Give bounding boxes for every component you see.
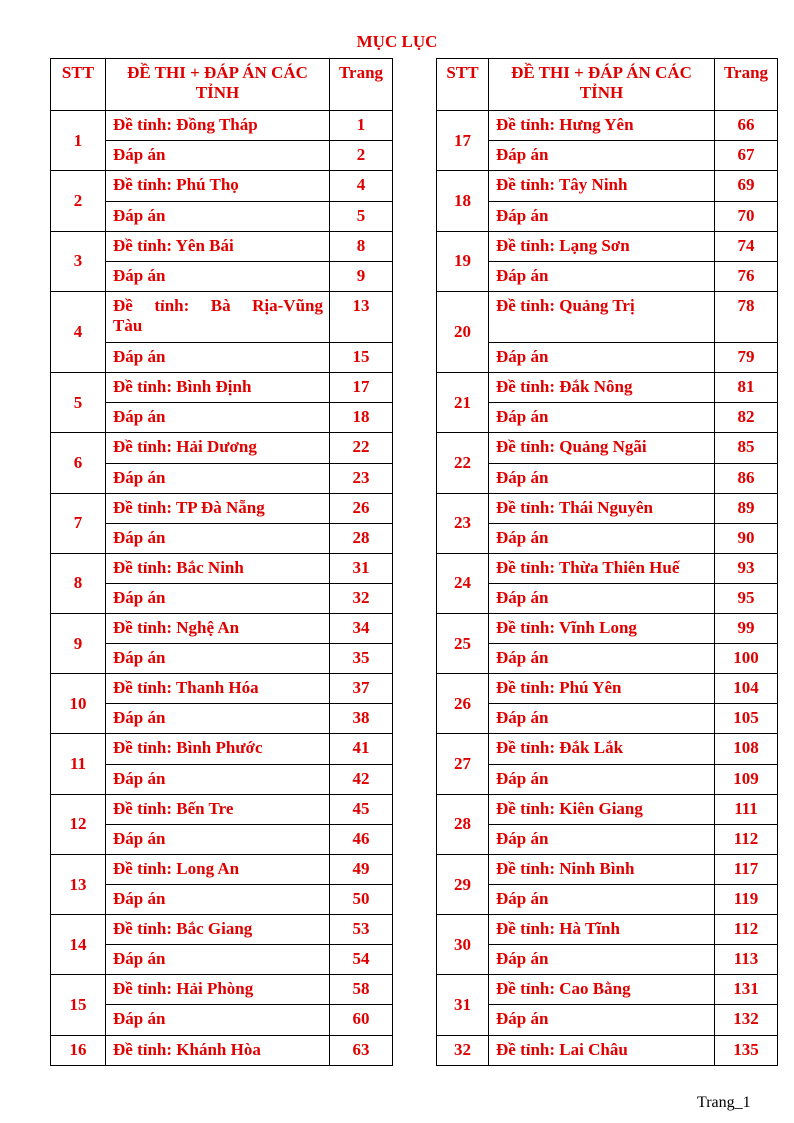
exam-title: Đề tỉnh: Phú Yên — [489, 674, 715, 704]
exam-page-number: 117 — [715, 854, 778, 884]
exam-title: Đề tỉnh: Cao Bằng — [489, 975, 715, 1005]
answer-page-number: 90 — [715, 523, 778, 553]
exam-title: Đề tỉnh: Thừa Thiên Huế — [489, 553, 715, 583]
page-number: Trang_1 — [697, 1094, 751, 1111]
exam-page-number: 66 — [715, 111, 778, 141]
answer-page-number: 46 — [330, 824, 393, 854]
exam-title: Đề tỉnh: Lai Châu — [489, 1035, 715, 1065]
entry-number: 10 — [51, 674, 106, 734]
answer-title: Đáp án — [106, 201, 330, 231]
entry-number: 21 — [437, 373, 489, 433]
exam-page-number: 26 — [330, 493, 393, 523]
exam-page-number: 108 — [715, 734, 778, 764]
exam-title: Đề tỉnh: Phú Thọ — [106, 171, 330, 201]
exam-title-line: Đề tỉnh: Bà Rịa-Vũng — [113, 295, 323, 315]
page-title: MỤC LỤC — [356, 32, 438, 51]
exam-page-number: 53 — [330, 915, 393, 945]
answer-title: Đáp án — [489, 764, 715, 794]
answer-page-number: 70 — [715, 201, 778, 231]
entry-number: 5 — [51, 373, 106, 433]
exam-page-number: 31 — [330, 553, 393, 583]
exam-page-number: 99 — [715, 614, 778, 644]
exam-page-number: 8 — [330, 231, 393, 261]
header-title-right: ĐỀ THI + ĐÁP ÁN CÁC TỈNH — [489, 59, 715, 111]
entry-number: 20 — [437, 291, 489, 372]
answer-page-number: 79 — [715, 343, 778, 373]
answer-page-number: 38 — [330, 704, 393, 734]
exam-page-number: 69 — [715, 171, 778, 201]
entry-number: 4 — [51, 291, 106, 372]
toc-body — [51, 59, 778, 1066]
entry-number: 2 — [51, 171, 106, 231]
exam-page-number: 85 — [715, 433, 778, 463]
answer-title: Đáp án — [106, 764, 330, 794]
answer-title: Đáp án — [489, 1005, 715, 1035]
answer-page-number: 28 — [330, 523, 393, 553]
entry-number: 32 — [437, 1035, 489, 1065]
entry-number: 6 — [51, 433, 106, 493]
entry-number: 9 — [51, 614, 106, 674]
exam-title-line: Tàu — [113, 315, 143, 335]
exam-title: Đề tỉnh: Thái Nguyên — [489, 493, 715, 523]
answer-title: Đáp án — [489, 343, 715, 373]
answer-title: Đáp án — [106, 141, 330, 171]
exam-title: Đề tỉnh: Thanh Hóa — [106, 674, 330, 704]
exam-title: Đề tỉnh: Bến Tre — [106, 794, 330, 824]
exam-page-number: 93 — [715, 553, 778, 583]
entry-number: 29 — [437, 854, 489, 914]
exam-page-number: 22 — [330, 433, 393, 463]
answer-page-number: 132 — [715, 1005, 778, 1035]
answer-page-number: 100 — [715, 644, 778, 674]
answer-title: Đáp án — [489, 704, 715, 734]
header-page-right: Trang — [715, 59, 778, 111]
exam-title: Đề tỉnh: Hải Dương — [106, 433, 330, 463]
exam-page-number: 89 — [715, 493, 778, 523]
answer-page-number: 119 — [715, 885, 778, 915]
exam-title: Đề tỉnh: Lạng Sơn — [489, 231, 715, 261]
exam-page-number: 34 — [330, 614, 393, 644]
entry-number: 27 — [437, 734, 489, 794]
column-gap — [393, 59, 437, 1066]
exam-page-number: 45 — [330, 794, 393, 824]
entry-number: 15 — [51, 975, 106, 1035]
answer-page-number: 50 — [330, 885, 393, 915]
answer-page-number: 35 — [330, 644, 393, 674]
entry-number: 14 — [51, 915, 106, 975]
answer-title: Đáp án — [106, 523, 330, 553]
answer-page-number: 2 — [330, 141, 393, 171]
answer-page-number: 32 — [330, 583, 393, 613]
answer-title: Đáp án — [489, 824, 715, 854]
answer-page-number: 23 — [330, 463, 393, 493]
entry-number: 19 — [437, 231, 489, 291]
exam-title: Đề tỉnh: Quảng Ngãi — [489, 433, 715, 463]
answer-title: Đáp án — [106, 885, 330, 915]
header-page-left: Trang — [330, 59, 393, 111]
exam-page-number: 49 — [330, 854, 393, 884]
entry-number: 13 — [51, 854, 106, 914]
header-title-left: ĐỀ THI + ĐÁP ÁN CÁC TỈNH — [106, 59, 330, 111]
entry-number: 23 — [437, 493, 489, 553]
entry-number: 25 — [437, 614, 489, 674]
exam-page-number: 111 — [715, 794, 778, 824]
answer-page-number: 105 — [715, 704, 778, 734]
exam-page-number: 17 — [330, 373, 393, 403]
exam-page-number: 131 — [715, 975, 778, 1005]
answer-page-number: 42 — [330, 764, 393, 794]
answer-title: Đáp án — [106, 583, 330, 613]
exam-page-number: 13 — [330, 291, 393, 342]
entry-number: 12 — [51, 794, 106, 854]
answer-page-number: 54 — [330, 945, 393, 975]
exam-page-number: 4 — [330, 171, 393, 201]
exam-page-number: 74 — [715, 231, 778, 261]
answer-title: Đáp án — [489, 201, 715, 231]
entry-number: 24 — [437, 553, 489, 613]
entry-number: 16 — [51, 1035, 106, 1065]
exam-page-number: 104 — [715, 674, 778, 704]
exam-page-number: 41 — [330, 734, 393, 764]
answer-title: Đáp án — [489, 945, 715, 975]
exam-title: Đề tỉnh: Đắk Nông — [489, 373, 715, 403]
exam-title: Đề tỉnh: Nghệ An — [106, 614, 330, 644]
entry-number: 3 — [51, 231, 106, 291]
entry-number: 8 — [51, 553, 106, 613]
header-stt-right: STT — [437, 59, 489, 111]
entry-number: 18 — [437, 171, 489, 231]
exam-title: Đề tỉnh: Bắc Ninh — [106, 553, 330, 583]
exam-title: Đề tỉnh: Yên Bái — [106, 231, 330, 261]
exam-title: Đề tỉnh: Vĩnh Long — [489, 614, 715, 644]
exam-page-number: 78 — [715, 291, 778, 342]
exam-title: Đề tỉnh: Đồng Tháp — [106, 111, 330, 141]
answer-page-number: 113 — [715, 945, 778, 975]
answer-title: Đáp án — [106, 403, 330, 433]
answer-page-number: 112 — [715, 824, 778, 854]
answer-title: Đáp án — [106, 644, 330, 674]
answer-title: Đáp án — [106, 704, 330, 734]
exam-title: Đề tỉnh: Bình Định — [106, 373, 330, 403]
answer-page-number: 18 — [330, 403, 393, 433]
exam-page-number: 1 — [330, 111, 393, 141]
exam-title: Đề tỉnh: TP Đà Nẵng — [106, 493, 330, 523]
answer-title: Đáp án — [489, 403, 715, 433]
answer-title: Đáp án — [489, 583, 715, 613]
exam-title: Đề tỉnh: Hải Phòng — [106, 975, 330, 1005]
entry-number: 7 — [51, 493, 106, 553]
exam-page-number: 37 — [330, 674, 393, 704]
entry-number: 26 — [437, 674, 489, 734]
exam-title: Đề tỉnh: Quảng Trị — [489, 291, 715, 342]
exam-title: Đề tỉnh: Hưng Yên — [489, 111, 715, 141]
answer-page-number: 82 — [715, 403, 778, 433]
answer-page-number: 86 — [715, 463, 778, 493]
answer-title: Đáp án — [489, 644, 715, 674]
answer-page-number: 67 — [715, 141, 778, 171]
answer-page-number: 5 — [330, 201, 393, 231]
exam-title: Đề tỉnh: Kiên Giang — [489, 794, 715, 824]
exam-title: Đề tỉnh: Hà Tĩnh — [489, 915, 715, 945]
answer-page-number: 95 — [715, 583, 778, 613]
answer-page-number: 109 — [715, 764, 778, 794]
header-stt-left: STT — [51, 59, 106, 111]
exam-title: Đề tỉnh: Bình Phước — [106, 734, 330, 764]
answer-page-number: 76 — [715, 261, 778, 291]
header-row — [51, 59, 778, 111]
entry-number: 1 — [51, 111, 106, 171]
entry-number: 17 — [437, 111, 489, 171]
toc-table — [50, 58, 778, 1066]
exam-title — [106, 291, 330, 342]
answer-title: Đáp án — [489, 141, 715, 171]
answer-title: Đáp án — [106, 824, 330, 854]
entry-number: 28 — [437, 794, 489, 854]
entry-number: 31 — [437, 975, 489, 1035]
exam-page-number: 112 — [715, 915, 778, 945]
exam-page-number: 135 — [715, 1035, 778, 1065]
entry-number: 11 — [51, 734, 106, 794]
exam-title: Đề tỉnh: Ninh Bình — [489, 854, 715, 884]
answer-title: Đáp án — [489, 261, 715, 291]
exam-page-number: 63 — [330, 1035, 393, 1065]
exam-title: Đề tỉnh: Bắc Giang — [106, 915, 330, 945]
answer-title: Đáp án — [489, 523, 715, 553]
answer-title: Đáp án — [489, 463, 715, 493]
exam-title: Đề tỉnh: Khánh Hòa — [106, 1035, 330, 1065]
answer-title: Đáp án — [106, 1005, 330, 1035]
answer-page-number: 60 — [330, 1005, 393, 1035]
answer-title: Đáp án — [489, 885, 715, 915]
exam-title: Đề tỉnh: Long An — [106, 854, 330, 884]
answer-title: Đáp án — [106, 261, 330, 291]
entry-number: 22 — [437, 433, 489, 493]
answer-title: Đáp án — [106, 343, 330, 373]
exam-title: Đề tỉnh: Tây Ninh — [489, 171, 715, 201]
exam-page-number: 58 — [330, 975, 393, 1005]
answer-page-number: 15 — [330, 343, 393, 373]
answer-title: Đáp án — [106, 463, 330, 493]
exam-page-number: 81 — [715, 373, 778, 403]
answer-title: Đáp án — [106, 945, 330, 975]
answer-page-number: 9 — [330, 261, 393, 291]
exam-title: Đề tỉnh: Đắk Lắk — [489, 734, 715, 764]
entry-number: 30 — [437, 915, 489, 975]
